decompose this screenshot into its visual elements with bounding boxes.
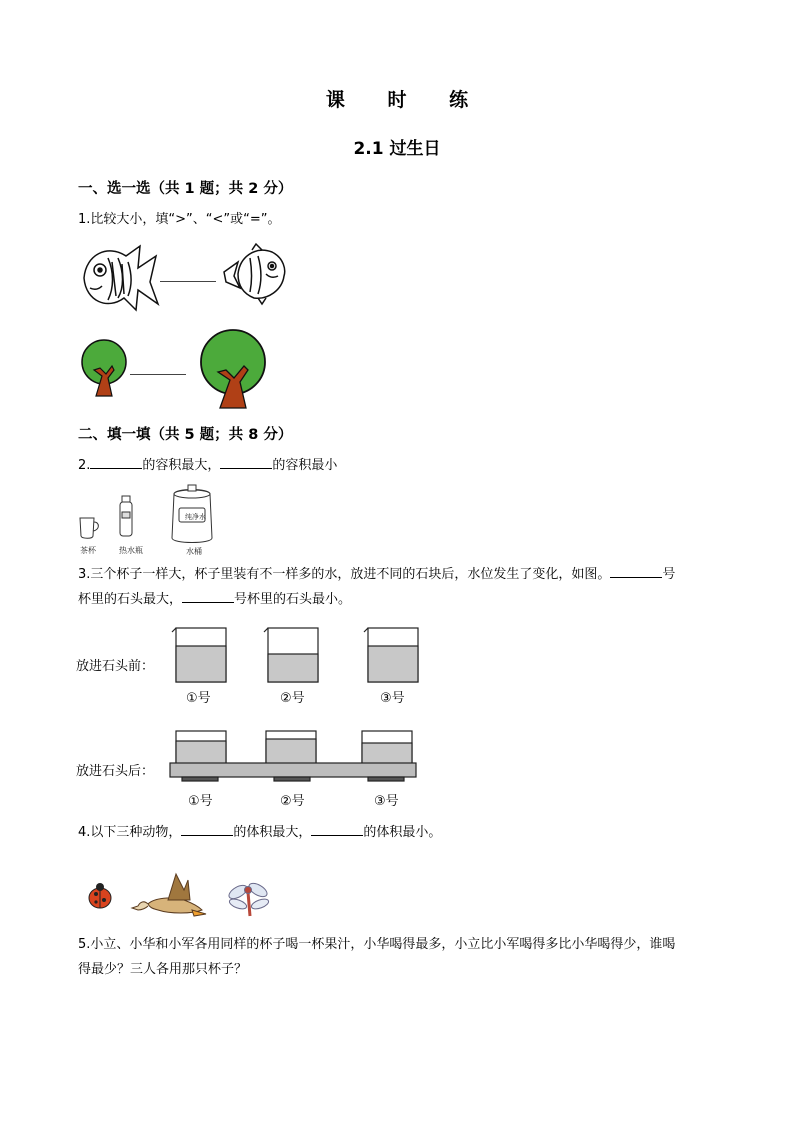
section-heading-2: 二、填一填（共 5 题；共 8 分） bbox=[78, 427, 293, 443]
question-4-mid: 的体积最大， bbox=[233, 825, 312, 840]
page-subtitle: 2.1 过生日 bbox=[353, 139, 441, 159]
question-1-blank-b[interactable] bbox=[130, 374, 186, 375]
teacup-icon bbox=[80, 518, 94, 538]
question-5-text bbox=[78, 932, 728, 982]
question-3-line2: 杯里的石头最大， bbox=[78, 592, 183, 607]
question-1-blank-a[interactable] bbox=[160, 281, 216, 282]
question-3-blank-1[interactable] bbox=[610, 563, 662, 578]
question-4-blank-1[interactable] bbox=[181, 821, 233, 836]
bucket-brand-label: 纯净水 bbox=[185, 513, 206, 521]
question-1-text: 1.比较大小，填“>”、“<”或“=”。 bbox=[78, 212, 281, 227]
question-3-line2-end: 号杯里的石头最小。 bbox=[234, 592, 352, 607]
thermos-icon bbox=[120, 502, 132, 536]
shelf bbox=[170, 763, 416, 777]
small-tree-illustration bbox=[78, 338, 130, 400]
cup-1-before-label: ①号 bbox=[186, 691, 211, 706]
cup-3-before-label: ③号 bbox=[380, 691, 405, 706]
question-2-blank-2[interactable] bbox=[220, 454, 272, 469]
dragonfly-icon bbox=[227, 881, 270, 916]
cup-3-after-label: ③号 bbox=[374, 794, 399, 809]
large-fish-illustration bbox=[78, 238, 162, 314]
cups-after-illustration bbox=[168, 727, 420, 789]
question-3-text bbox=[78, 562, 728, 612]
question-3-line1-end: 号 bbox=[662, 567, 676, 582]
question-4-text bbox=[78, 820, 441, 845]
thermos-label: 热水瓶 bbox=[119, 546, 143, 555]
after-stones-label: 放进石头后： bbox=[76, 764, 155, 779]
question-5-line2: 得最少？三人各用那只杯子？ bbox=[78, 962, 248, 977]
large-tree-illustration bbox=[196, 328, 270, 410]
ladybug-icon bbox=[89, 883, 111, 908]
question-3-blank-2[interactable] bbox=[182, 588, 234, 603]
question-4-prefix: 4.以下三种动物， bbox=[78, 825, 182, 840]
question-2-prefix: 2. bbox=[78, 458, 91, 473]
cups-before-illustration bbox=[172, 624, 422, 686]
section-heading-1: 一、选一选（共 1 题；共 2 分） bbox=[78, 181, 293, 197]
question-3-line1: 3.三个杯子一样大，杯子里装有不一样多的水，放进不同的石块后，水位发生了变化，如图。 bbox=[78, 567, 611, 582]
question-2-text bbox=[78, 453, 337, 478]
bucket-label: 水桶 bbox=[186, 547, 202, 556]
small-fish-illustration bbox=[222, 242, 288, 306]
cup-2-after-label: ②号 bbox=[280, 794, 305, 809]
goose-icon bbox=[132, 874, 206, 916]
question-2-suffix: 的容积最小 bbox=[272, 458, 338, 473]
question-2-blank-1[interactable] bbox=[90, 454, 142, 469]
page-title: 课 时 练 bbox=[325, 89, 487, 111]
cup-1-after-label: ①号 bbox=[188, 794, 213, 809]
question-4-blank-2[interactable] bbox=[311, 821, 363, 836]
animals-illustration bbox=[84, 870, 294, 920]
question-4-suffix: 的体积最小。 bbox=[363, 825, 442, 840]
question-5-line1: 5.小立、小华和小军各用同样的杯子喝一杯果汁，小华喝得最多，小立比小军喝得多比小华喝得少，谁喝 bbox=[78, 937, 676, 952]
before-stones-label: 放进石头前： bbox=[76, 659, 155, 674]
teacup-label: 茶杯 bbox=[80, 546, 96, 555]
cup-2-before-label: ②号 bbox=[280, 691, 305, 706]
question-2-mid: 的容积最大， bbox=[142, 458, 221, 473]
